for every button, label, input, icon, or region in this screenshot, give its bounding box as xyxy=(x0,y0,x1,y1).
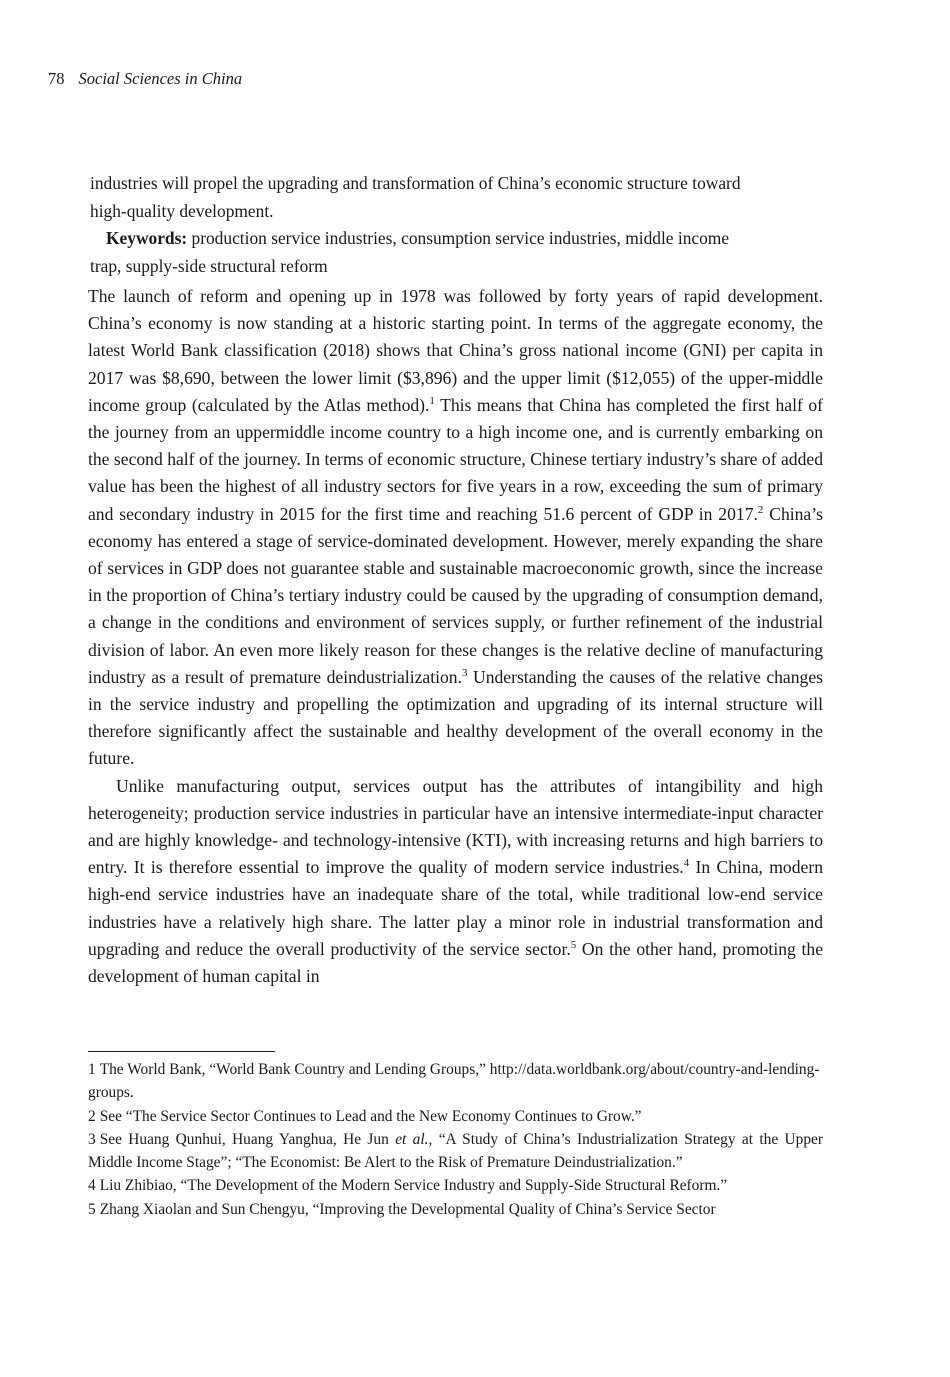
footnote-number-4: 4 xyxy=(88,1177,96,1195)
para2-segment-c: On the other hand, promoting the development of human capital in xyxy=(88,938,823,987)
footnote-item-4 xyxy=(88,1174,823,1197)
para1-segment-a: The launch of reform and opening up in 1978 was followed by forty years of rapid development. China’s economy is now standing at a historic starting point. In terms of the aggregate economy, the latest World Bank classification (2018) shows that China’s gross national income (GNI) per capita in 2017 was $8,690, between the lower limit ($3,896) and the upper limit ($12,055) of the upper-middle income group (calculated by the Atlas method). xyxy=(88,286,823,415)
body-text xyxy=(88,283,823,990)
keywords-label: Keywords: xyxy=(106,228,188,249)
para1-segment-b: This means that China has completed the first half of the journey from an uppermiddle income country to a high income one, and is currently embarking on the second half of the journey. In terms of economic structure, Chinese tertiary industry’s share of added value has been the highest of all industry sectors for five years in a row, exceeding the sum of primary and secondary industry in 2015 for the first time and reaching 51.6 percent of GDP in 2017. xyxy=(88,394,823,524)
footnote-separator-rule xyxy=(88,1051,275,1052)
footnote-marker-5[interactable]: 5 xyxy=(570,939,577,952)
footnote-text-1: The World Bank, “World Bank Country and Lending Groups,” http://data.worldbank.org/about/country-and-lending-groups. xyxy=(88,1061,820,1102)
footnote-item-1 xyxy=(88,1058,823,1105)
footnote-text-2: See “The Service Sector Continues to Lead and the New Economy Continues to Grow.” xyxy=(99,1107,642,1125)
para2-segment-a: Unlike manufacturing output, services output has the attributes of intangibility and high heterogeneity; production service industries in particular have an intensive intermediate-input character and are highly knowledge- and technology-intensive (KTI), with increasing returns and high barriers to entry. It is therefore essential to improve the quality of modern service industries. xyxy=(88,775,823,878)
footnote-item-3 xyxy=(88,1128,823,1175)
abstract-tail-line-2: high-quality development. xyxy=(90,200,274,221)
footnote-text-3-italic: et al. xyxy=(395,1130,429,1148)
footnote-text-3-after: , “A Study of China’s Industrialization Strategy at the Upper Middle Income Stage”; “The Economist: Be Alert to the Risk of Premature Deindustrialization.” xyxy=(88,1130,824,1172)
keywords-line xyxy=(90,225,827,253)
footnote-marker-4[interactable]: 4 xyxy=(683,857,690,870)
running-head xyxy=(48,68,242,90)
abstract-tail-line-1: industries will propel the upgrading and transformation of China’s economic structure toward xyxy=(90,173,741,193)
footnote-number-3: 3 xyxy=(88,1130,96,1148)
abstract-and-keywords xyxy=(90,170,827,280)
footnote-number-1: 1 xyxy=(88,1061,96,1078)
keywords-continuation: trap, supply-side structural reform xyxy=(90,255,328,276)
footnote-text-4: Liu Zhibiao, “The Development of the Modern Service Industry and Supply-Side Structural Reform.” xyxy=(99,1177,728,1195)
body-paragraph-1 xyxy=(88,283,823,773)
para1-segment-c: China’s economy has entered a stage of service-dominated development. However, merely expanding the share of services in GDP does not guarantee stable and sustainable macroeconomic growth, since the increase in the proportion of China’s tertiary industry could be caused by the upgrading of consumption demand, a change in the conditions and environment of services supply, or further refinement of the industrial division of labor. An even more likely reason for these changes is the relative decline of manufacturing industry as a result of premature deindustrialization. xyxy=(88,503,823,687)
para2-segment-b: In China, modern high-end service industries have an inadequate share of the total, while traditional low-end service industries have a relatively high share. The latter play a minor role in industrial transformation and upgrading and reduce the overall productivity of the service sector. xyxy=(88,857,823,959)
footnote-number-2: 2 xyxy=(88,1107,96,1125)
footnote-number-5: 5 xyxy=(88,1200,96,1218)
para1-segment-d: Understanding the causes of the relative changes in the service industry and propelling the optimization and upgrading of its internal structure will therefore significantly affect the sustainable and healthy development of the overall economy in the future. xyxy=(88,666,823,769)
page-number: 78 xyxy=(48,69,65,88)
footnote-item-5 xyxy=(88,1198,823,1221)
journal-title: Social Sciences in China xyxy=(78,69,243,88)
footnote-text-3-before: See Huang Qunhui, Huang Yanghua, He Jun xyxy=(99,1130,396,1148)
body-paragraph-2 xyxy=(88,773,823,991)
footnote-marker-2[interactable]: 2 xyxy=(757,503,764,516)
footnote-text-5: Zhang Xiaolan and Sun Chengyu, “Improving the Developmental Quality of China’s Service Sector xyxy=(99,1200,716,1218)
footnote-marker-3[interactable]: 3 xyxy=(461,666,468,679)
footnote-marker-1[interactable]: 1 xyxy=(429,394,435,407)
keywords-text: production service industries, consumption service industries, middle income xyxy=(187,228,730,249)
footnote-list xyxy=(88,1058,823,1221)
footnote-item-2 xyxy=(88,1105,823,1128)
